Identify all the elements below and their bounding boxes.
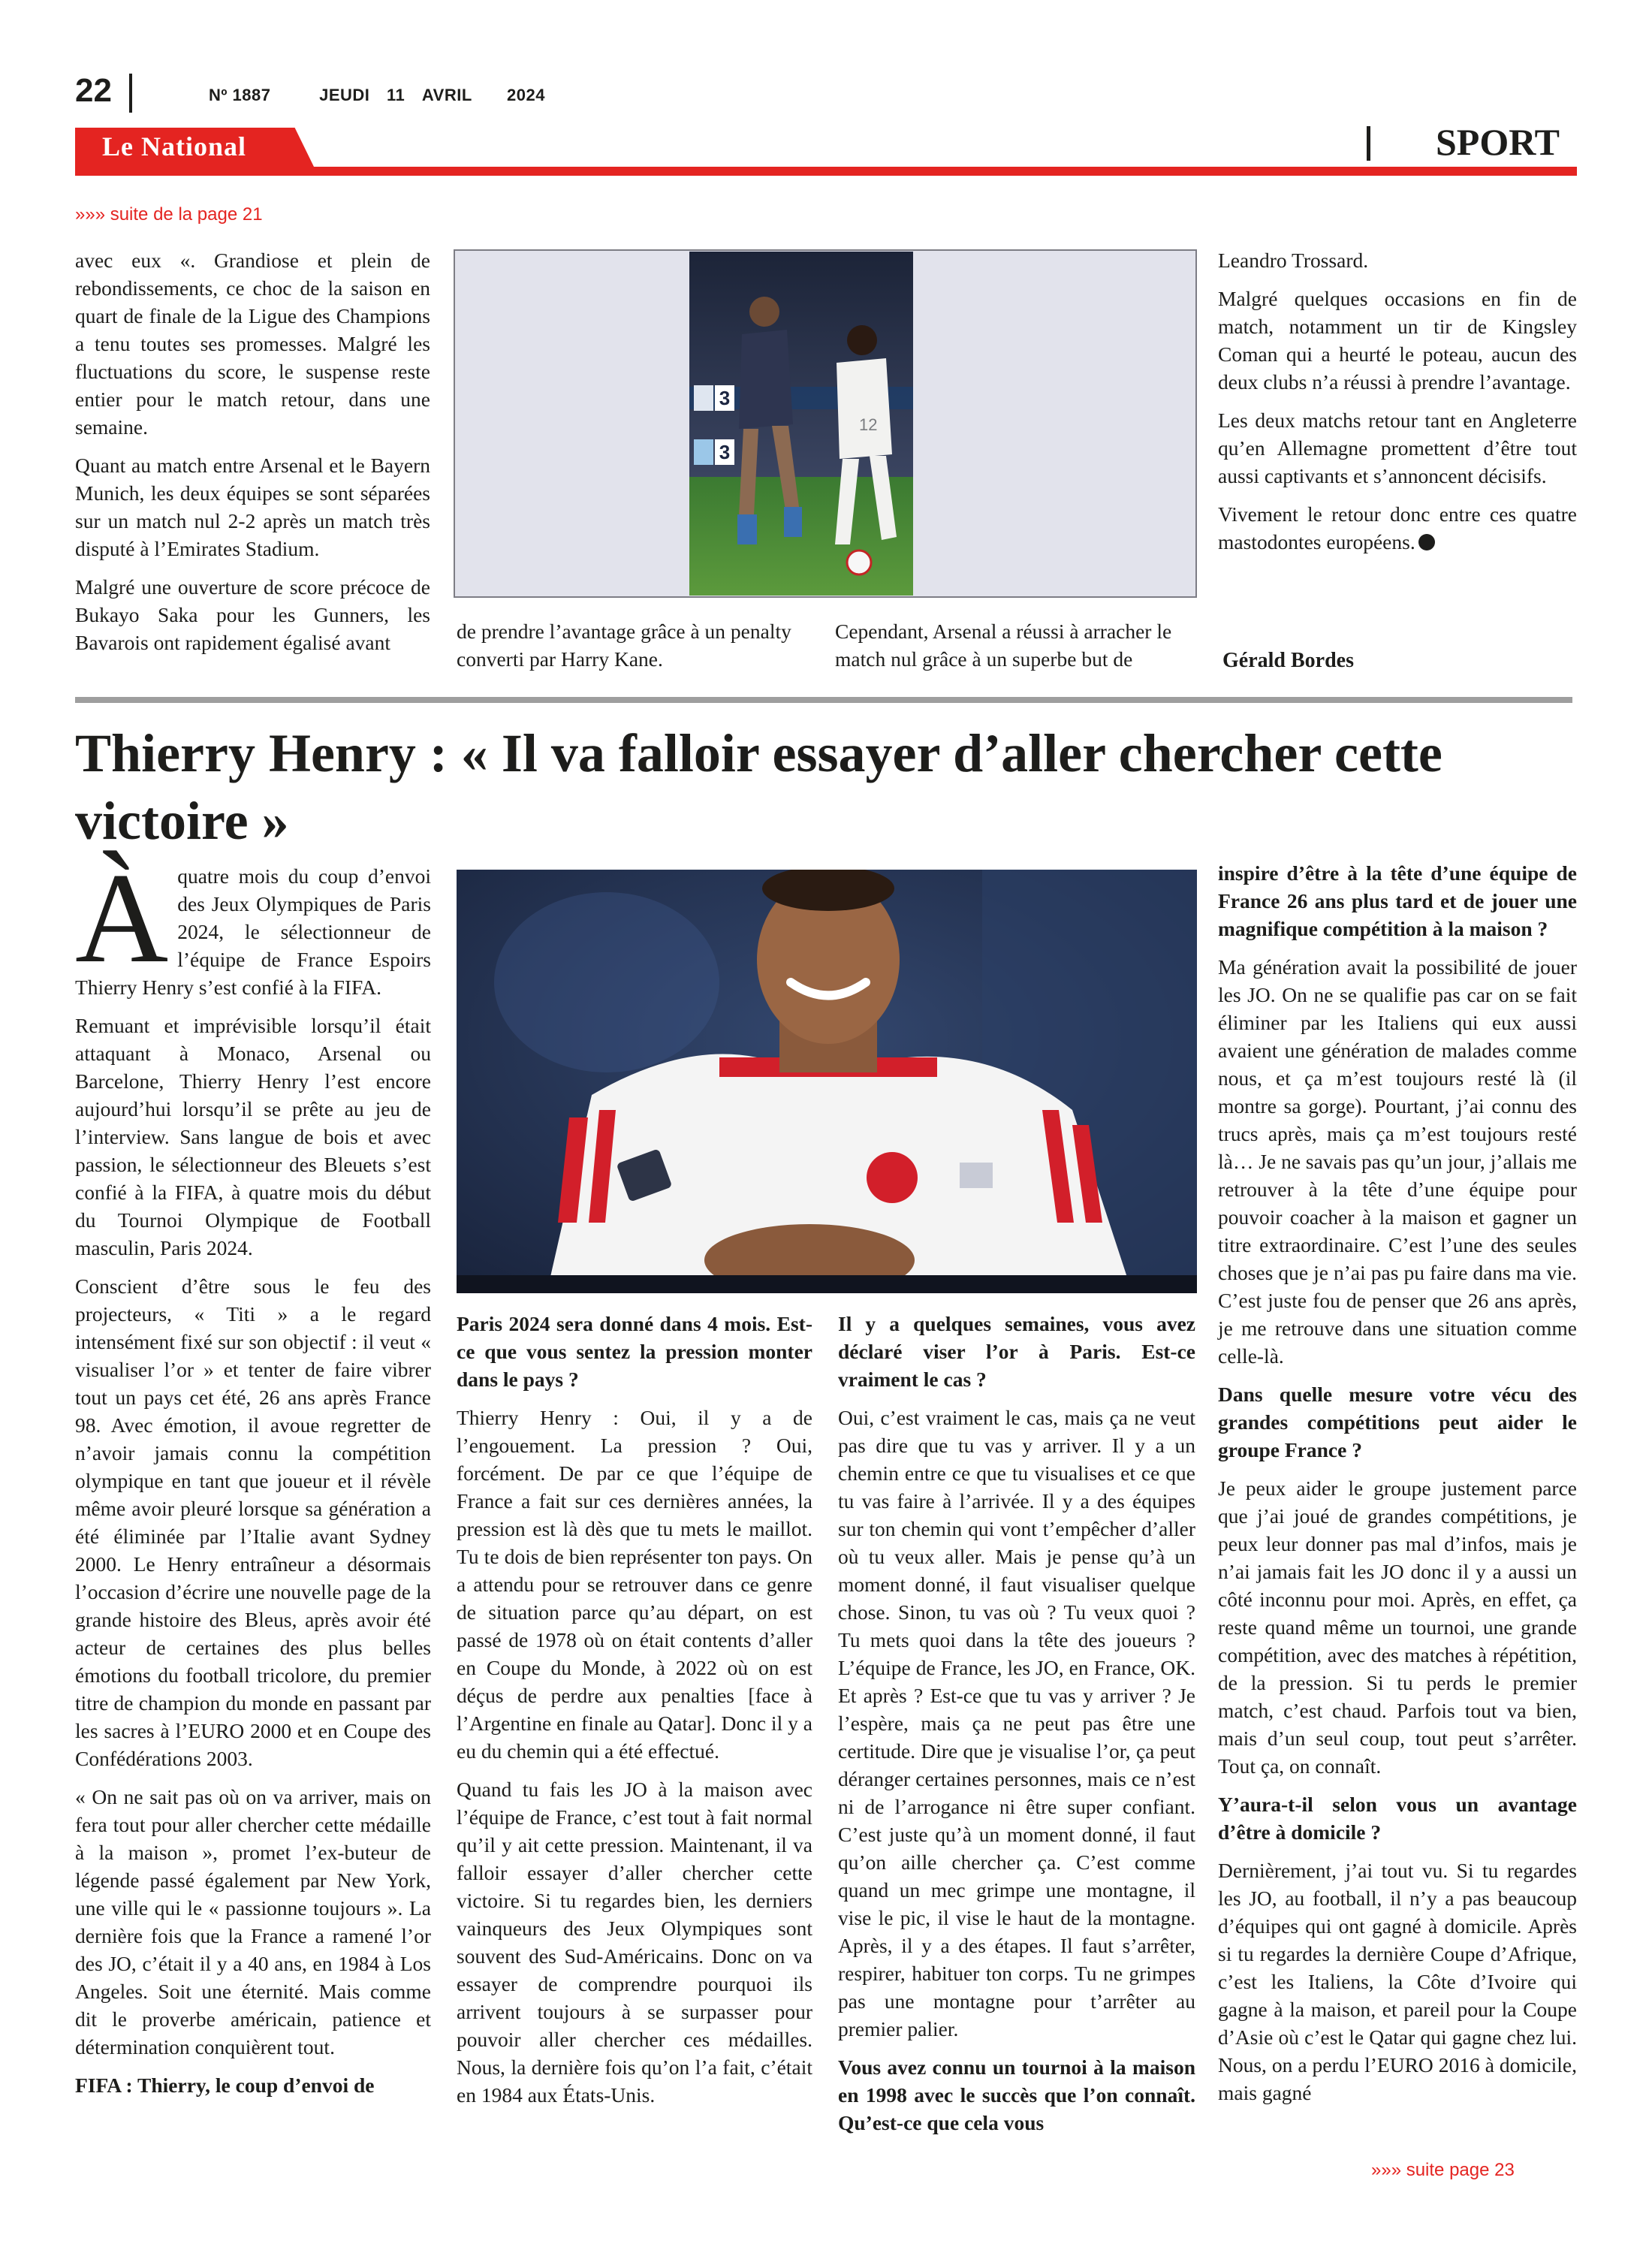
main-col-1 bbox=[75, 847, 431, 2110]
paragraph: Je peux aider le groupe justement parce que j’ai joué de grandes compétitions, je peux leur donner pas mal d’infos, mais je n’ai jamais fait les JO donc il y a aussi un côté inconnu pour moi. Après, en effet, ça reste quand même un tournoi, une grande compétition, avec des matches à répétition, de la pression. Si tu perds le premier match, c’est chaud. Parfois tout va bien, mais d’un seul coup, tout peut s’arrêter. Tout ça, on connaît. bbox=[1218, 1476, 1577, 1778]
paragraph: Thierry Henry : Oui, il y a de l’engouement. La pression ? Oui, forcément. De par ce que l’équipe de France a fait sur ces dernières années, la pression est là dès que tu mets le maillot. Tu te dois de bien représenter ton pays. On a attendu pour se retrouver dans ce genre de situation parce qu’au départ, on est passé de 1978 où on était contents d’aller en Coupe du Monde, à 2022 où on est déçus de perdre aux penalties [face à l’Argentine en finale au Qatar]. Donc il y a eu du chemin qui a été effectué. bbox=[457, 1406, 812, 1763]
match-photo bbox=[689, 252, 913, 596]
paragraph: avec eux «. Grandiose et plein de rebondissements, ce choc de la saison en quart de finale de la Ligue des Champions a tenu toutes ses promesses. Malgré les fluctuations du score, le suspense reste entier pour le match retour, dans une semaine. bbox=[75, 249, 430, 439]
top-col-4 bbox=[1218, 246, 1577, 566]
top-col-1 bbox=[75, 246, 430, 667]
continued-from: »»» suite de la page 21 bbox=[75, 204, 263, 225]
match-photo-frame bbox=[454, 249, 1197, 598]
paragraph: Leandro Trossard. bbox=[1218, 249, 1369, 272]
paragraph: Ma génération avait la possibilité de jouer les JO. On ne se qualifie pas car on se fait éliminer par les Italiens qui eux aussi avaient une génération de malades comme nous, et ça m’est toujours resté là (il montre sa gorge). Pourtant, j’ai connu des trucs après, mais ça m’est toujours resté là… Je ne savais pas qu’un jour, j’allais me retrouver à la tête d’une équipe pour pouvoir coacher à la maison et gagner un titre extraordinaire. C’est l’une des seules choses que je n’ai pas pu faire dans ma vie. C’est juste fou de penser que 26 ans après, je me retrouve dans une situation comme celle-là. bbox=[1218, 955, 1577, 1368]
top-col-3: Cependant, Arsenal a réussi à arracher le match nul grâce à un superbe but de bbox=[835, 620, 1172, 671]
question: Il y a quelques semaines, vous avez déclaré viser l’or à Paris. Est-ce vraiment le cas ? bbox=[838, 1312, 1195, 1391]
issue-year: 2024 bbox=[507, 86, 545, 104]
question: Paris 2024 sera donné dans 4 mois. Est-ce que vous sentez la pression monter dans le pays ? bbox=[457, 1312, 812, 1391]
question: Vous avez connu un tournoi à la maison en 1998 avec le succès que l’on connaît. Qu’est-ce que cela vous bbox=[838, 2055, 1195, 2134]
issue-date-num: 11 bbox=[387, 86, 405, 104]
question: Y’aura-t-il selon vous un avantage d’être à domicile ? bbox=[1218, 1793, 1577, 1844]
issue-number: Nº 1887 bbox=[209, 86, 271, 104]
main-col-3 bbox=[838, 1310, 1195, 2147]
paragraph: Quant au match entre Arsenal et le Bayern Munich, les deux équipes se sont séparées sur un match nul 2-2 après un match très disputé à l’Emirates Stadium. bbox=[75, 454, 430, 560]
header-divider bbox=[129, 74, 132, 113]
paragraph: Les deux matchs retour tant en Angleterre qu’en Allemagne promettent d’être tout aussi captivants et s’annoncent décisifs. bbox=[1218, 409, 1577, 487]
main-col-4 bbox=[1218, 859, 1577, 2117]
paragraph: Conscient d’être sous le feu des projecteurs, « Titi » a le regard intensément fixé sur son objectif : il veut « visualiser l’or » et tenter de faire vibrer tout un pays cet été, 26 ans après France 98. Avec émotion, il avoue regretter de n’avoir jamais connu la compétition olympique en tant que joueur et il révèle même avoir pleuré lorsque sa génération a été éliminée par l’Italie avant Sydney 2000. Le Henry entraîneur a désormais l’occasion d’écrire une nouvelle page de la grande histoire des Bleus, après avoir été acteur de certaines des plus belles émotions du football tricolore, du premier titre de champion du monde en passant par les sacres à l’EURO 2000 et en Coupe des Confédérations 2003. bbox=[75, 1274, 431, 1770]
section-divider bbox=[1367, 126, 1370, 161]
end-mark-icon bbox=[1418, 534, 1435, 550]
top-col-2: de prendre l’avantage grâce à un penalty converti par Harry Kane. bbox=[457, 620, 791, 671]
score-home: 3 bbox=[719, 387, 731, 409]
drop-cap: À bbox=[75, 847, 169, 990]
issue-month: AVRIL bbox=[421, 86, 472, 104]
section-title: SPORT bbox=[1436, 121, 1560, 163]
henry-portrait bbox=[457, 870, 1197, 1293]
continued-to[interactable]: »»» suite page 23 bbox=[1371, 2160, 1515, 2180]
brand-name: Le National bbox=[102, 131, 247, 161]
paragraph: Malgré quelques occasions en fin de match, notamment un tir de Kingsley Coman qui a heurté le poteau, aucun des deux clubs n’a réussi à prendre l’avantage. bbox=[1218, 287, 1577, 394]
paragraph: Quand tu fais les JO à la maison avec l’équipe de France, c’est tout à fait normal qu’il y ait cette pression. Maintenant, il va falloir essayer d’aller chercher cette victoire. Si tu regardes bien, les derniers vainqueurs des Jeux Olympiques sont souvent des Sud-Américains. Donc on va essayer de comprendre pourquoi ils arrivent toujours à se surpasser pour pouvoir aller chercher ces médailles. Nous, la dernière fois qu’on l’a fait, c’était en 1984 aux États-Unis. bbox=[457, 1778, 812, 2107]
henry-photo bbox=[457, 870, 1197, 1293]
score-away: 3 bbox=[719, 441, 731, 463]
svg-text:12: 12 bbox=[859, 415, 878, 434]
paragraph: Remuant et imprévisible lorsqu’il était attaquant à Monaco, Arsenal ou Barcelone, Thierry Henry l’est encore aujourd’hui lorsqu’il se prête au jeu de l’interview. Sans langue de bois et avec passion, le sélectionneur des Bleuets s’est confié à la FIFA, à quatre mois du début du Tournoi Olympique de Football masculin, Paris 2024. bbox=[75, 1014, 431, 1259]
article-separator bbox=[75, 697, 1572, 703]
lead-paragraph bbox=[75, 847, 431, 1001]
paragraph: Dernièrement, j’ai tout vu. Si tu regardes les JO, au football, il n’y a pas beaucoup d’équipes qui ont gagné à domicile. Après si tu regardes la dernière Coupe d’Afrique, c’est les Italiens, la Côte d’Ivoire qui gagne à la maison, et pareil pour la Coupe d’Asie où c’est le Qatar qui gagne chez lui. Nous, on a perdu l’EURO 2016 à domicile, mais gagné bbox=[1218, 1859, 1577, 2104]
issue-info bbox=[209, 86, 545, 105]
paragraph bbox=[1218, 500, 1577, 556]
paragraph: Malgré une ouverture de score précoce de Bukayo Saka pour les Gunners, les Bavarois ont rapidement égalisé avant bbox=[75, 575, 430, 654]
issue-day: JEUDI bbox=[319, 86, 370, 104]
header-rule bbox=[75, 167, 1577, 176]
author: Gérald Bordes bbox=[1222, 649, 1354, 672]
paragraph: Oui, c’est vraiment le cas, mais ça ne veut pas dire que tu vas y arriver. Il y a un chemin entre ce que tu visualises et ce que tu vas faire à l’arrivée. Il y a des équipes sur ton chemin qui vont t’empêcher d’aller où tu veux aller. Mais je pense qu’à un moment donné, il faut visualiser quelque chose. Sinon, tu vas où ? Tu veux quoi ? Tu mets quoi dans la tête des joueurs ? L’équipe de France, les JO, en France, OK. Et après ? Est-ce que tu vas y arriver ? Je l’espère, mais ça ne peut pas être une certitude. Dire que je visualise l’or, ça peut déranger certaines personnes, mais ce n’est ni de l’arrogance ni être super confiant. C’est juste qu’à un moment donné, il faut qu’on aille chercher ça. C’est comme quand un mec grimpe une montagne, il vise le pic, il vise le haut de la montagne. Après, il y a des étapes. Il faut s’arrêter, respirer, habituer ton corps. Tu ne grimpes pas une montagne pour t’arrêter au premier palier. bbox=[838, 1406, 1195, 2040]
question: Dans quelle mesure votre vécu des grandes compétitions peut aider le groupe France ? bbox=[1218, 1383, 1577, 1461]
main-col-2 bbox=[457, 1310, 812, 2119]
paragraph: « On ne sait pas où on va arriver, mais on fera tout pour aller chercher cette médaille à la maison », promet l’ex-buteur de légende passé également par New York, une ville qui le « passionne toujours ». La dernière fois que la France a ramené l’or des JO, c’était il y a 40 ans, en 1984 à Los Angeles. Soit une éternité. Mais comme dit le proverbe américain, patience et détermination conquièrent tout. bbox=[75, 1785, 431, 2058]
lead-text: quatre mois du coup d’envoi des Jeux Olympiques de Paris 2024, le sélectionneur de l’équipe de France Espoirs Thierry Henry s’est confié à la FIFA. bbox=[75, 864, 431, 999]
page-number: 22 bbox=[75, 72, 112, 109]
paragraph-text: Vivement le retour donc entre ces quatre mastodontes européens. bbox=[1218, 502, 1577, 553]
headline: Thierry Henry : « Il va falloir essayer d’aller chercher cette victoire » bbox=[75, 723, 1442, 851]
question: inspire d’être à la tête d’une équipe de France 26 ans plus tard et de jouer une magnifique compétition à la maison ? bbox=[1218, 861, 1577, 940]
question: FIFA : Thierry, le coup d’envoi de bbox=[75, 2074, 375, 2097]
